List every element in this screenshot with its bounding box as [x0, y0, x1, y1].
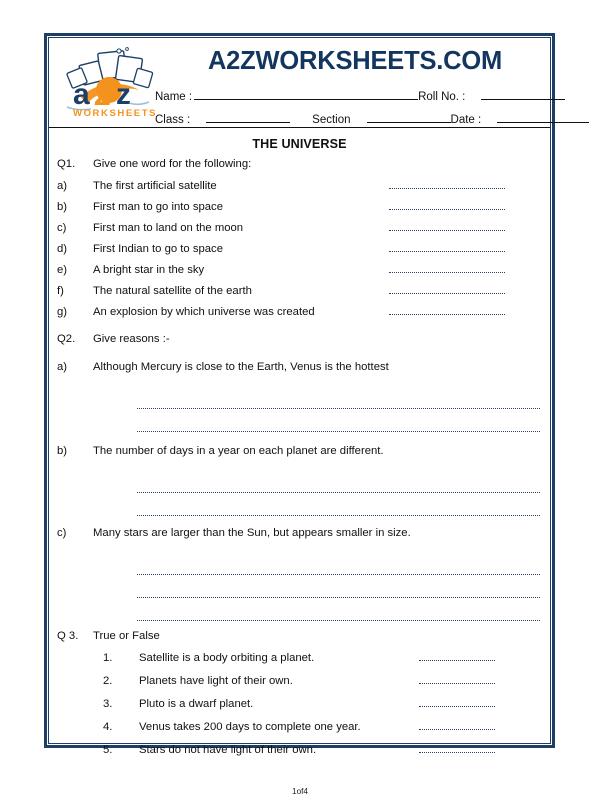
item-marker: 4. [103, 721, 113, 733]
item-marker: a) [57, 361, 68, 373]
item-marker: d) [57, 243, 68, 255]
roll-no-label: Roll No. : [418, 91, 466, 103]
item-text: First man to land on the moon [93, 222, 244, 234]
item-marker: c) [57, 222, 67, 234]
item-text: First Indian to go to space [93, 243, 223, 255]
question-2-heading [49, 332, 550, 346]
date-input-rule[interactable] [497, 111, 589, 123]
question-3-item-5 [49, 743, 550, 766]
class-label: Class : [155, 114, 191, 126]
item-marker: b) [57, 445, 68, 457]
roll-no-input-rule[interactable] [481, 88, 565, 100]
item-text: An explosion by which universe was created [93, 306, 315, 318]
item-marker: 5. [103, 744, 113, 756]
answer-line[interactable] [137, 409, 540, 432]
item-text: The first artificial satellite [93, 180, 217, 192]
item-marker: c) [57, 527, 67, 539]
item-marker: b) [57, 201, 68, 213]
worksheet-body [49, 38, 550, 756]
section-input-rule[interactable] [367, 111, 451, 123]
question-3-prompt: True or False [93, 630, 160, 642]
item-marker: f) [57, 285, 64, 297]
page-footer: 1of4 [292, 787, 308, 796]
item-marker: 1. [103, 652, 113, 664]
item-text: Venus takes 200 days to complete one year. [139, 721, 361, 733]
answer-blank[interactable] [389, 179, 505, 189]
item-text: The number of days in a year on each planet are different. [93, 445, 384, 457]
item-text: The natural satellite of the earth [93, 285, 252, 297]
brand-title: A2ZWORKSHEETS.COM [207, 47, 503, 75]
answer-blank[interactable] [419, 674, 495, 684]
answer-blank[interactable] [419, 697, 495, 707]
question-1-items [49, 179, 550, 326]
item-text: Satellite is a body orbiting a planet. [139, 652, 315, 664]
logo-letter-z: z [116, 78, 131, 111]
question-1-item-e [49, 263, 550, 284]
answer-blank[interactable] [389, 263, 505, 273]
item-marker: e) [57, 264, 68, 276]
answer-blank[interactable] [419, 720, 495, 730]
item-text: Pluto is a dwarf planet. [139, 698, 254, 710]
question-2-number: Q2. [57, 333, 76, 345]
class-input-rule[interactable] [206, 111, 290, 123]
item-marker: a) [57, 180, 68, 192]
question-2-item-a [49, 360, 550, 432]
logo-graphic [59, 46, 159, 120]
name-label: Name : [155, 91, 193, 103]
answer-blank[interactable] [419, 743, 495, 753]
question-1-item-g [49, 305, 550, 326]
worksheet-border-inner [48, 37, 551, 756]
answer-blank[interactable] [389, 200, 505, 210]
question-1-item-c [49, 221, 550, 242]
question-3-item-2 [49, 674, 550, 697]
question-3-number: Q 3. [57, 630, 79, 642]
answer-line[interactable] [137, 382, 540, 409]
student-info-row-1 [155, 88, 542, 108]
question-1-heading [49, 157, 550, 171]
question-1-item-a [49, 179, 550, 200]
answer-blank[interactable] [389, 305, 505, 315]
question-1-item-d [49, 242, 550, 263]
logo-subtext: WORKSHEETS [73, 108, 158, 119]
question-3-item-4 [49, 720, 550, 743]
question-1-item-b [49, 200, 550, 221]
question-3-item-1 [49, 651, 550, 674]
worksheet-border-outer [44, 33, 555, 756]
answer-line[interactable] [137, 466, 540, 493]
question-2-item-c [49, 526, 550, 621]
question-3-items [49, 651, 550, 766]
question-2-item-b [49, 444, 550, 516]
worksheet-header [49, 38, 550, 128]
answer-line[interactable] [137, 575, 540, 598]
question-1-prompt: Give one word for the following: [93, 158, 252, 170]
name-input-rule[interactable] [194, 88, 418, 100]
question-1-number: Q1. [57, 158, 76, 170]
roll-no-field-group[interactable] [418, 88, 565, 103]
item-marker: g) [57, 306, 68, 318]
question-3-heading [49, 629, 550, 643]
section-label: Section [312, 114, 351, 126]
logo-letter-2: 2 [95, 77, 113, 112]
item-text: Planets have light of their own. [139, 675, 293, 687]
item-text: First man to go into space [93, 201, 223, 213]
item-marker: 3. [103, 698, 113, 710]
question-1-item-f [49, 284, 550, 305]
page-title: THE UNIVERSE [252, 137, 347, 151]
item-text: A bright star in the sky [93, 264, 205, 276]
date-label: Date : [450, 114, 482, 126]
class-section-field-group[interactable] [155, 111, 451, 126]
item-text: Many stars are larger than the Sun, but appears smaller in size. [93, 527, 411, 539]
answer-blank[interactable] [389, 221, 505, 231]
question-2-prompt: Give reasons :- [93, 333, 170, 345]
a2z-worksheets-logo [59, 46, 159, 120]
answer-blank[interactable] [389, 242, 505, 252]
logo-letter-a: a [73, 78, 90, 111]
worksheet-content [49, 128, 550, 766]
answer-blank[interactable] [389, 284, 505, 294]
name-field-group[interactable] [155, 88, 418, 103]
item-marker: 2. [103, 675, 113, 687]
question-3-item-3 [49, 697, 550, 720]
answer-line[interactable] [137, 548, 540, 575]
answer-blank[interactable] [419, 651, 495, 661]
answer-line[interactable] [137, 493, 540, 516]
item-text: Although Mercury is close to the Earth, Venus is the hottest [93, 361, 389, 373]
answer-line[interactable] [137, 598, 540, 621]
item-text: Stars do not have light of their own. [139, 744, 317, 756]
date-field-group[interactable] [451, 111, 590, 126]
